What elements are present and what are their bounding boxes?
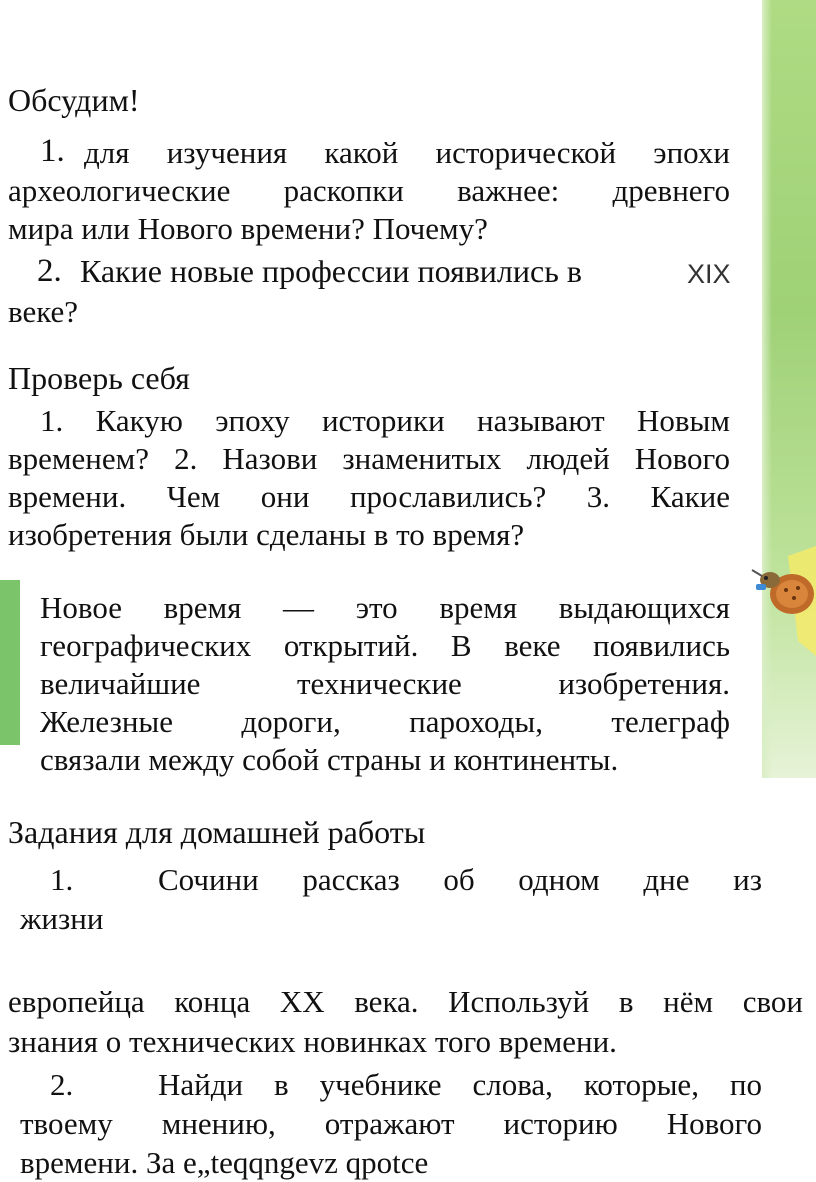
discuss-question-1-line-3: мира или Нового времени? Почему?: [8, 211, 488, 246]
discuss-question-1-line-1: для изучения какой исторической эпохи: [84, 135, 730, 170]
discuss-question-2-text: Какие новые профессии появились в: [80, 253, 582, 289]
homework-task-1-number: 1.: [50, 862, 74, 897]
discuss-question-1-number: 1.: [40, 133, 65, 169]
discuss-question-2-century: XIX: [687, 259, 731, 289]
homework-task-2-line-2: твоему мнению, отражают историю Нового: [20, 1106, 762, 1141]
homework-task-1-line-2: жизни: [20, 901, 104, 936]
check-line-1: 1. Какую эпоху историки называют Новым: [40, 403, 730, 438]
summary-line-4: Железные дороги, пароходы, телеграф: [40, 704, 730, 739]
check-line-3: времени. Чем они прославились? 3. Какие: [8, 479, 730, 514]
check-line-2: временем? 2. Назови знаменитых людей Нового: [8, 441, 730, 476]
discuss-question-1-line-2: археологические раскопки важнее: древнего: [8, 173, 730, 208]
summary-green-bar: [0, 580, 20, 745]
check-line-4: изобретения были сделаны в то время?: [8, 517, 525, 552]
discuss-heading: Обсудим!: [8, 82, 140, 118]
check-heading: Проверь себя: [8, 360, 190, 396]
discuss-question-2-number: 2.: [37, 253, 62, 289]
homework-task-1-line-4: знания о технических новинках того времени.: [8, 1024, 617, 1059]
homework-task-2-line-1: Найди в учебнике слова, которые, по: [158, 1067, 762, 1102]
decorative-strip-shade: [762, 0, 772, 778]
homework-task-2-line-3: времени. За е„teqqngevz qpotce: [20, 1145, 429, 1180]
homework-task-1-line-3: европейца конца XX века. Используй в нём свои: [8, 984, 803, 1019]
homework-task-1-line-1: Сочини рассказ об одном дне из: [158, 862, 762, 897]
turtle-illustration-icon: [748, 546, 816, 656]
summary-line-3: величайшие технические изобретения.: [40, 666, 730, 701]
discuss-question-2-end: веке?: [8, 294, 79, 329]
summary-line-2: географических открытий. В веке появились: [40, 628, 730, 663]
summary-line-5: связали между собой страны и континенты.: [40, 742, 619, 777]
homework-heading: Задания для домашней работы: [8, 814, 426, 850]
summary-line-1: Новое время — это время выдающихся: [40, 590, 730, 625]
homework-task-2-number: 2.: [50, 1067, 74, 1102]
